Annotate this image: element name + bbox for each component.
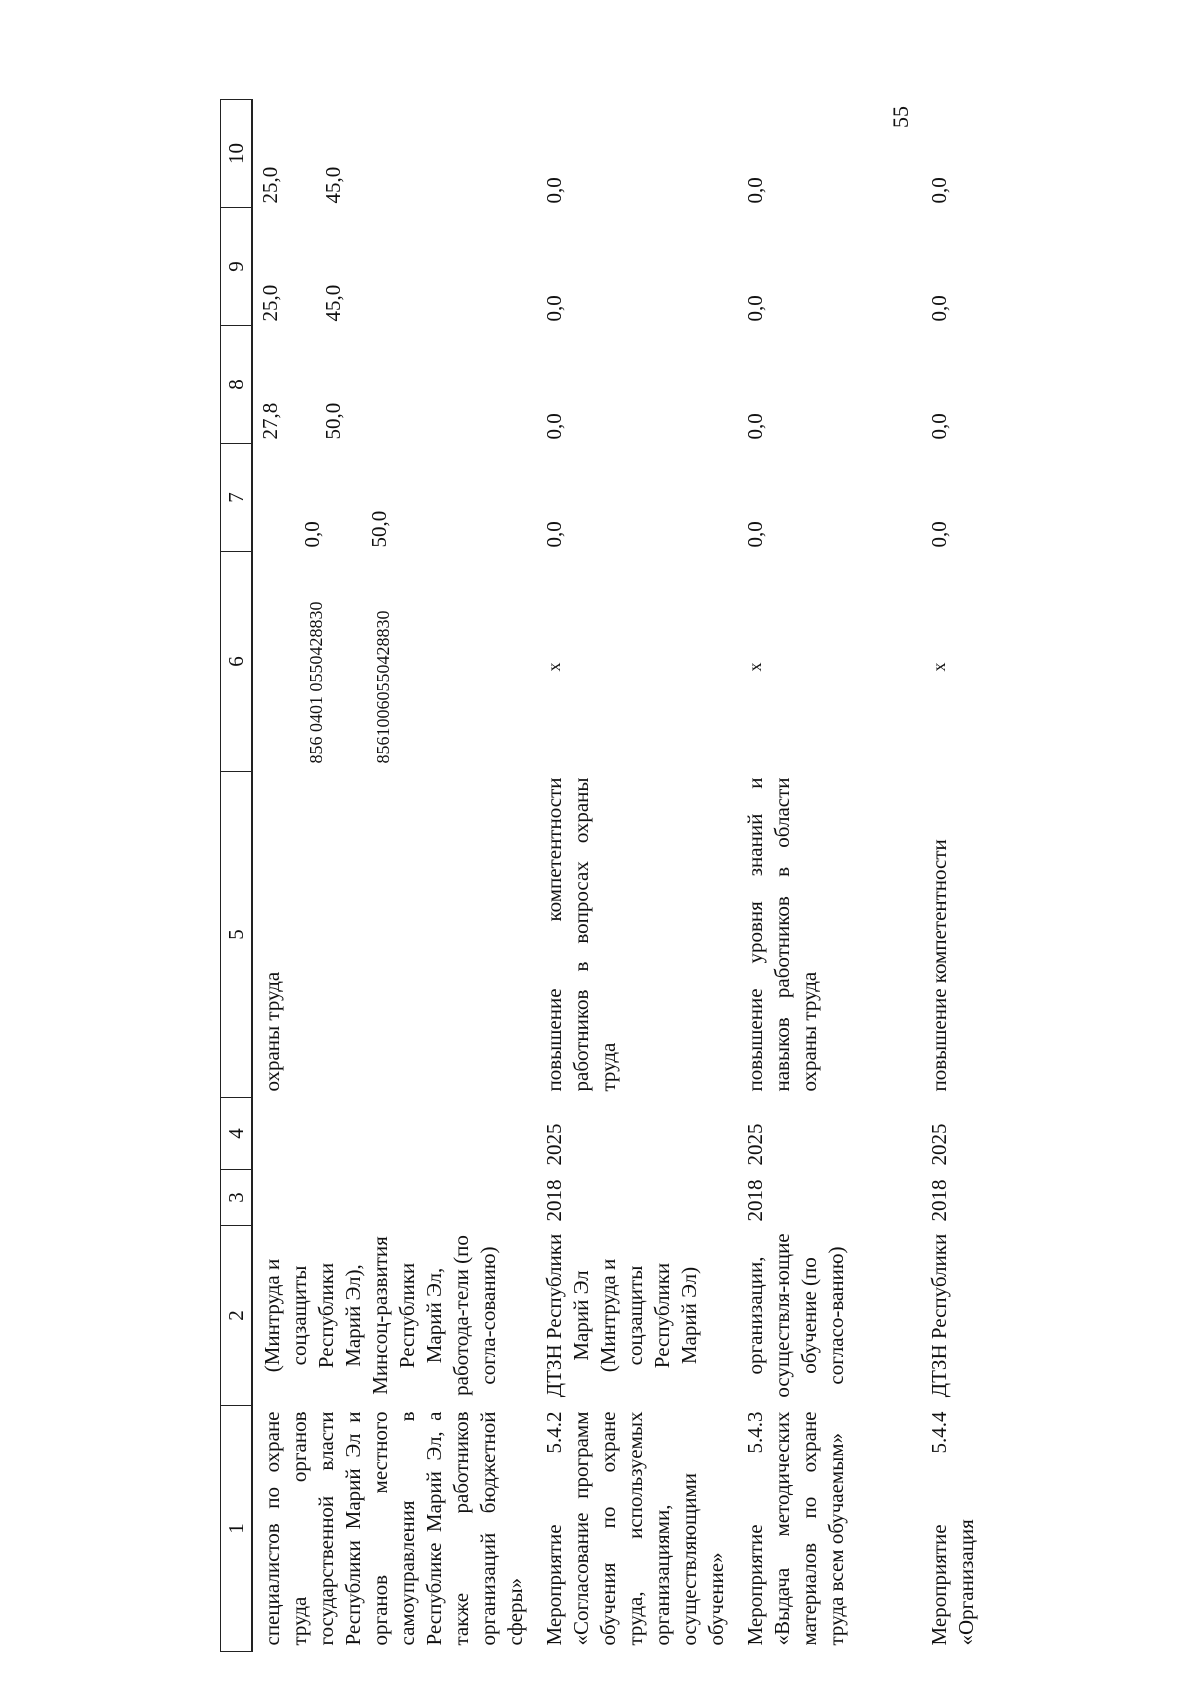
start-year: 2018 [927, 1179, 951, 1222]
budget-code-line: 856 0401 0550428830 [306, 601, 326, 764]
value-2020: 0,0 [542, 295, 566, 322]
rotated-table-wrapper [220, 100, 1026, 1652]
measure-name: Мероприятие 5.4.2 «Согласование программ обучения по охране труда, используемых организациями, осуществляющими обучение» [542, 1411, 728, 1646]
value-2018: 0,0 [542, 521, 566, 548]
value-2019: 0,0 [542, 413, 566, 440]
start-year [252, 1170, 535, 1226]
measure-name: специалистов по охране труда органов государственной власти Республики Марий Эл и органов местного самоуправления в Республике Марий Эл, а также работников организаций бюджетной сферы» [260, 1411, 527, 1646]
header-cell: 3 [221, 1170, 253, 1226]
value-2021: 0,0 [927, 177, 951, 204]
budget-code [920, 552, 1060, 772]
executor: организации, осуществля-ющие обучение (по согласо-ванию) [743, 1233, 848, 1398]
value-line: 45,0 [321, 166, 345, 204]
table-row [736, 100, 920, 1652]
end-year: 2025 [542, 1123, 566, 1166]
header-cell: 4 [221, 1098, 253, 1170]
table-row [535, 100, 736, 1652]
value-line: 25,0 [258, 166, 282, 204]
value-2021: 0,0 [743, 177, 767, 204]
value-2021 [252, 100, 535, 208]
value-2019 [252, 326, 535, 444]
header-cell: 5 [221, 772, 253, 1098]
budget-code [736, 552, 920, 772]
expected-result: повышение компетентности работников в вопросах охраны труда [542, 777, 620, 1092]
value-line: 25,0 [258, 284, 282, 322]
measure-name: Мероприятие 5.4.3 «Выдача методических материалов по охране труда всем обучаемым» [743, 1411, 848, 1646]
value-2019: 0,0 [743, 413, 767, 440]
value-2019: 0,0 [927, 413, 951, 440]
end-year: 2025 [743, 1123, 767, 1166]
budget-code [535, 552, 736, 772]
value-line: 50,0 [367, 510, 391, 548]
value-2018: 0,0 [927, 521, 951, 548]
expected-result: охраны труда [260, 971, 284, 1092]
start-year: 2018 [743, 1179, 767, 1222]
budget-code-line: x [929, 662, 949, 672]
value-2020 [252, 208, 535, 326]
executor: ДТЗН Республики Марий Эл (Минтруда и соцзащиты Республики Марий Эл) [542, 1233, 701, 1398]
header-cell: 9 [221, 208, 253, 326]
measure-name: Мероприятие 5.4.4 «Организация [927, 1411, 978, 1646]
expected-result: повышение компетентности [927, 839, 951, 1092]
start-year: 2018 [542, 1179, 566, 1222]
table-row [920, 100, 1060, 1652]
value-2018: 0,0 [743, 521, 767, 548]
header-row [221, 100, 253, 1652]
value-2020: 0,0 [927, 295, 951, 322]
header-cell: 7 [221, 444, 253, 552]
expected-result: повышение уровня знаний и навыков работников в области охраны труда [743, 777, 821, 1092]
header-cell: 1 [221, 1406, 253, 1652]
end-year [252, 1098, 535, 1170]
budget-code-line: 85610060550428830 [373, 610, 393, 764]
budget-code [252, 552, 535, 772]
value-line: 27,8 [258, 402, 282, 440]
header-cell: 10 [221, 100, 253, 208]
table-row [252, 100, 535, 1652]
header-cell: 8 [221, 326, 253, 444]
budget-code-line: x [745, 662, 765, 672]
value-2021: 0,0 [542, 177, 566, 204]
end-year: 2025 [927, 1123, 951, 1166]
budget-code-line: x [544, 662, 564, 672]
value-line: 0,0 [300, 521, 324, 548]
page-number: 55 [888, 106, 913, 128]
value-line: 45,0 [321, 284, 345, 322]
executor: (Минтруда и соцзащиты Республики Марий Эл), Минсоц-развития Республики Марий Эл, работода-тели (по согла-сованию) [260, 1235, 500, 1396]
header-cell: 2 [221, 1226, 253, 1406]
measures-table [220, 99, 1060, 1652]
value-2018 [252, 444, 535, 552]
value-line: 50,0 [321, 402, 345, 440]
executor: ДТЗН Республики [927, 1233, 951, 1398]
header-cell: 6 [221, 552, 253, 772]
value-2020: 0,0 [743, 295, 767, 322]
